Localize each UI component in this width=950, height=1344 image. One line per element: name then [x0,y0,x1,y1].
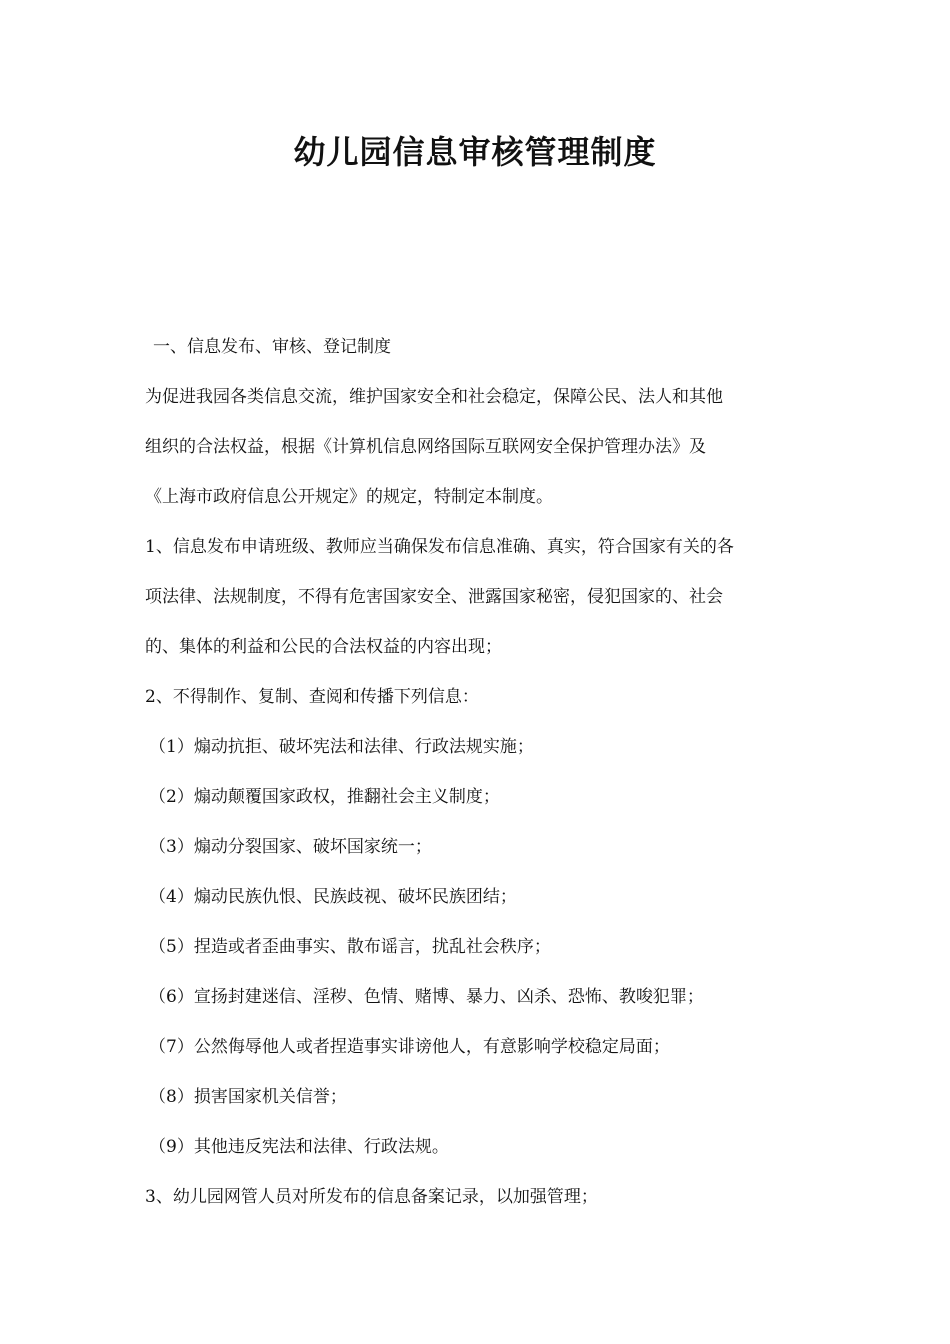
item1-line-2: 项法律、法规制度，不得有危害国家安全、泄露国家秘密，侵犯国家的、社会 [145,587,723,607]
intro-line-1: 为促进我园各类信息交流，维护国家安全和社会稳定，保障公民、法人和其他 [145,387,723,407]
sub-item-7: （7）公然侮辱他人或者捏造事实诽谤他人，有意影响学校稳定局面； [149,1037,670,1057]
sub-item-5: （5）捏造或者歪曲事实、散布谣言，扰乱社会秩序； [149,937,551,957]
sub-item-8: （8）损害国家机关信誉； [149,1087,347,1107]
sub-item-4: （4）煽动民族仇恨、民族歧视、破坏民族团结； [149,887,517,907]
sub-item-1: （1）煽动抗拒、破坏宪法和法律、行政法规实施； [149,737,534,757]
intro-line-3: 《上海市政府信息公开规定》的规定，特制定本制度。 [145,487,553,507]
sub-item-6: （6）宣扬封建迷信、淫秽、色情、赌博、暴力、凶杀、恐怖、教唆犯罪； [149,987,704,1007]
item3: 3、幼儿园网管人员对所发布的信息备案记录，以加强管理； [145,1187,598,1207]
section-heading: 一、信息发布、审核、登记制度 [153,337,391,357]
sub-item-3: （3）煽动分裂国家、破坏国家统一； [149,837,432,857]
sub-item-9: （9）其他违反宪法和法律、行政法规。 [149,1137,449,1157]
document-title: 幼儿园信息审核管理制度 [293,133,657,171]
item1-line-1: 1、信息发布申请班级、教师应当确保发布信息准确、真实，符合国家有关的各 [145,537,734,557]
sub-item-2: （2）煽动颠覆国家政权，推翻社会主义制度； [149,787,500,807]
item2-heading: 2、不得制作、复制、查阅和传播下列信息： [145,687,479,707]
document-body [145,322,807,1222]
item1-line-3: 的、集体的利益和公民的合法权益的内容出现； [145,637,502,657]
intro-line-2: 组织的合法权益，根据《计算机信息网络国际互联网安全保护管理办法》及 [145,437,706,457]
